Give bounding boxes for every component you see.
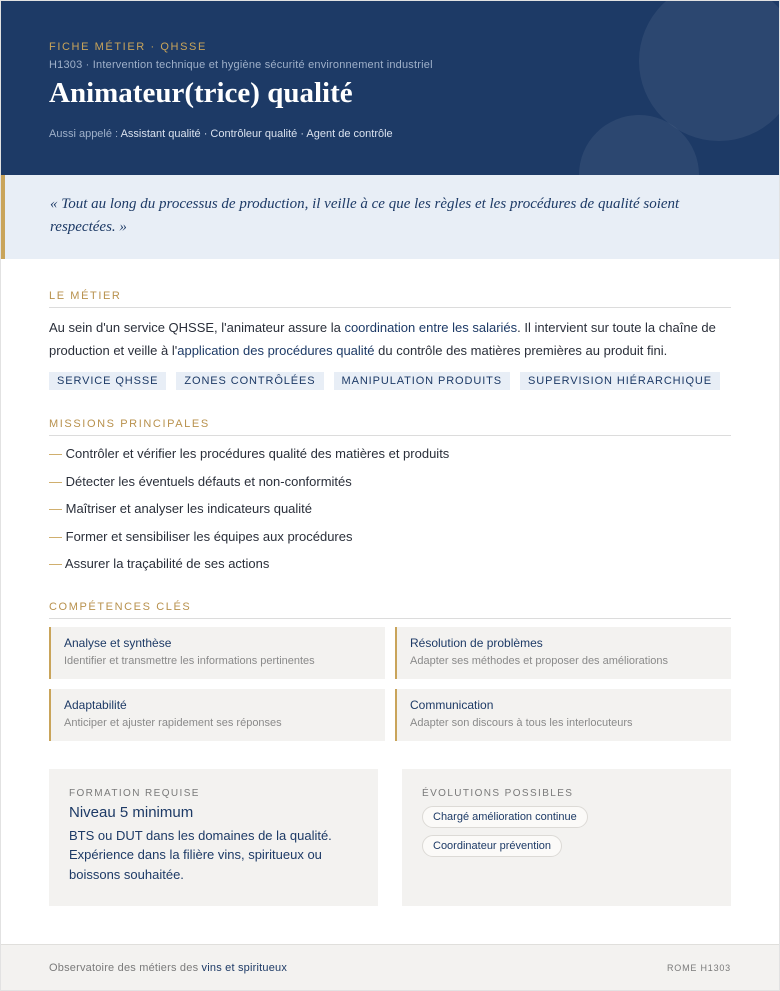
formation-panel: [49, 769, 378, 906]
section-title-metier: LE MÉTIER: [49, 290, 731, 308]
section-title-competences: COMPÉTENCES CLÉS: [49, 601, 731, 619]
skill-card: [49, 627, 385, 679]
formation-label: FORMATION REQUISE: [69, 787, 200, 799]
dash-marker: —: [49, 556, 62, 571]
formation-level: Niveau 5 minimum: [69, 803, 194, 821]
skill-name: Communication: [410, 697, 494, 712]
list-item: [49, 550, 731, 578]
skill-name: Adaptabilité: [64, 697, 127, 712]
footer: [1, 944, 779, 990]
list-item: [49, 523, 731, 551]
mission-text: Détecter les éventuels défauts et non-conformités: [65, 473, 352, 489]
sheet-category: FICHE MÉTIER · QHSSE: [49, 41, 207, 53]
dash-marker: —: [49, 528, 62, 544]
evolutions-label: ÉVOLUTIONS POSSIBLES: [422, 787, 574, 799]
formation-description: BTS ou DUT dans les domaines de la qualité. Expérience dans la filière vins, spiritueux ou boissons souhaitée.: [69, 827, 332, 882]
tag: SERVICE QHSSE: [49, 372, 166, 390]
skill-description: Anticiper et ajuster rapidement ses réponses: [64, 716, 282, 729]
missions-list: [49, 440, 731, 578]
skill-name: Analyse et synthèse: [64, 635, 172, 650]
skill-description: Identifier et transmettre les informations pertinentes: [64, 654, 315, 667]
skill-card: [395, 627, 731, 679]
metier-description: [49, 317, 731, 362]
mission-text: Maîtriser et analyser les indicateurs qualité: [65, 501, 313, 516]
skill-card: [49, 689, 385, 741]
skill-description: Adapter ses méthodes et proposer des améliorations: [410, 654, 669, 667]
mission-text: Assurer la traçabilité de ses actions: [64, 556, 270, 571]
dash-marker: —: [49, 473, 62, 489]
rome-code-line: H1303 · Intervention technique et hygiène sécurité environnement industriel: [49, 59, 433, 71]
section-title-missions: MISSIONS PRINCIPALES: [49, 418, 731, 436]
main-content: [1, 290, 779, 906]
evolution-pill: Chargé amélioration continue: [422, 806, 588, 828]
dash-marker: —: [49, 446, 62, 461]
skill-description: Adapter son discours à tous les interlocuteurs: [410, 716, 633, 729]
alternate-titles-names: Assistant qualité · Contrôleur qualité · Agent de contrôle: [120, 128, 393, 140]
footer-source: [49, 962, 287, 974]
page-title: Animateur(trice) qualité: [49, 77, 353, 109]
bottom-panels: [49, 769, 731, 906]
evolutions-panel: [402, 769, 731, 906]
footer-source-text: Observatoire des métiers des: [49, 961, 202, 974]
skill-name: Résolution de problèmes: [410, 635, 543, 650]
alternate-titles-label: Aussi appelé :: [49, 128, 121, 140]
list-item: [49, 468, 731, 496]
skills-grid: [49, 627, 731, 741]
evolution-pill: Coordinateur prévention: [422, 835, 562, 857]
context-tags: [49, 372, 731, 390]
intro-highlight: coordination entre les salariés: [344, 320, 518, 335]
footer-rome-code: ROME H1303: [666, 962, 731, 973]
list-item: [49, 440, 731, 468]
footer-source-highlight: vins et spiritueux: [201, 961, 288, 974]
mission-text: Contrôler et vérifier les procédures qualité des matières et produits: [65, 446, 450, 461]
tag: MANIPULATION PRODUITS: [334, 372, 511, 390]
intro-text: . Il intervient sur toute la chaîne de production et veille à l': [49, 320, 716, 358]
skill-card: [395, 689, 731, 741]
mission-text: Former et sensibiliser les équipes aux procédures: [65, 528, 353, 544]
evolutions-list: [422, 806, 711, 857]
header-banner: [1, 1, 779, 175]
quote-block: « Tout au long du processus de production, il veille à ce que les règles et les procédures de qualité soient respectées. »: [1, 175, 779, 259]
intro-text: Au sein d'un service QHSSE, l'animateur assure la: [49, 320, 345, 335]
tag: ZONES CONTRÔLÉES: [176, 372, 323, 390]
tag: SUPERVISION HIÉRARCHIQUE: [520, 372, 720, 390]
list-item: [49, 495, 731, 523]
intro-text: du contrôle des matières premières au produit fini.: [374, 342, 668, 358]
dash-marker: —: [49, 501, 62, 516]
intro-highlight: application des procédures qualité: [177, 342, 375, 358]
